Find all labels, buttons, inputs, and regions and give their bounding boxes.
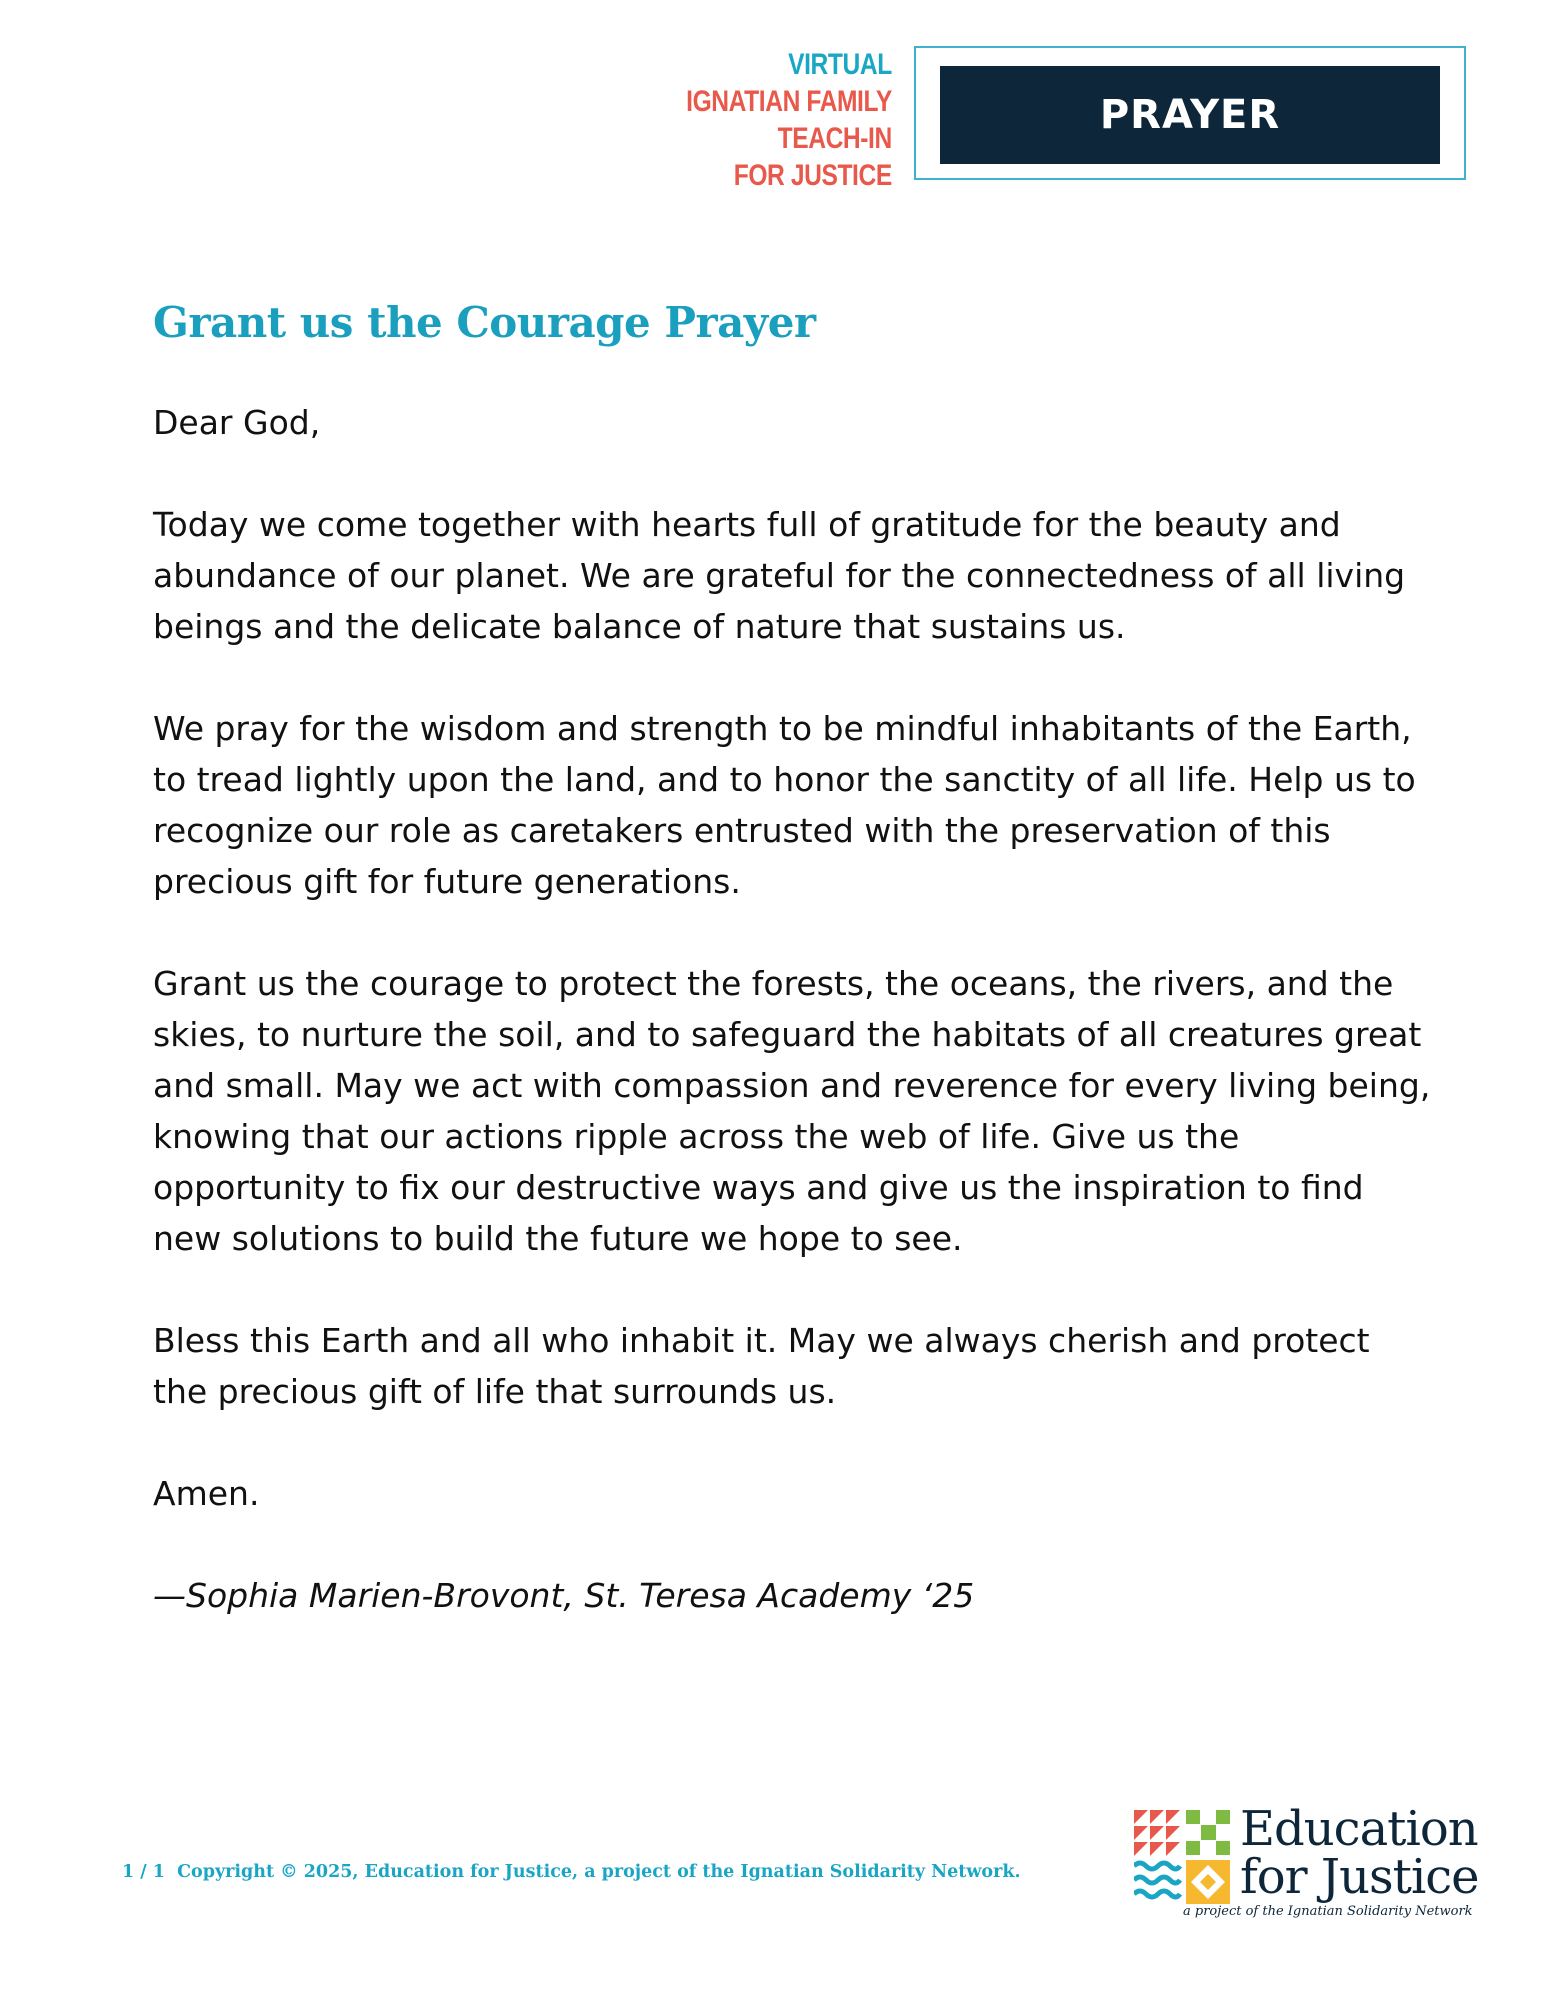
education-for-justice-logo-text — [1240, 1801, 1479, 1905]
page-title: Grant us the Courage Prayer — [153, 298, 816, 347]
education-for-justice-icon — [1134, 1810, 1234, 1906]
footer-copyright — [122, 1862, 1021, 1882]
logo-line: Education — [1240, 1801, 1478, 1857]
prayer-paragraph: Amen. — [153, 1474, 260, 1513]
teach-in-line: VIRTUAL — [788, 48, 892, 81]
prayer-body — [153, 397, 1433, 1672]
category-label: PRAYER — [940, 66, 1440, 164]
prayer-paragraph: Bless this Earth and all who inhabit it. May we always cherish and protect the precious gift of life that surrounds us. — [153, 1321, 1370, 1411]
teach-in-line: TEACH-IN — [777, 122, 892, 155]
attribution: —Sophia Marien-Brovont, St. Teresa Academy ‘25 — [153, 1576, 975, 1615]
page-number: 1 / 1 — [122, 1862, 165, 1882]
category-banner — [914, 46, 1466, 180]
prayer-paragraph: We pray for the wisdom and strength to be mindful inhabitants of the Earth, to tread lightly upon the land, and to honor the sanctity of all life. Help us to recognize our role as caretakers entrusted with the preservation of this precious gift for future generations. — [153, 709, 1416, 901]
prayer-paragraph: Dear God, — [153, 403, 321, 442]
teach-in-logo — [686, 46, 892, 194]
prayer-paragraph: Today we come together with hearts full of gratitude for the beauty and abundance of our planet. We are grateful for the connectedness of all living beings and the delicate balance of nature that sustains us. — [153, 505, 1406, 646]
prayer-paragraph: Grant us the courage to protect the forests, the oceans, the rivers, and the skies, to nurture the soil, and to safeguard the habitats of all creatures great and small. May we act with compassion and reverence for every living being, knowing that our actions ripple across the web of life. Give us the opportunity to fix our destructive ways and give us the inspiration to find new solutions to build the future we hope to see. — [153, 964, 1431, 1258]
copyright-text: Copyright © 2025, Education for Justice, a project of the Ignatian Solidarity Network. — [177, 1862, 1021, 1882]
logo-line: for Justice — [1240, 1849, 1479, 1905]
logo-tagline: a project of the Ignatian Solidarity Network — [1183, 1904, 1473, 1919]
teach-in-line: FOR JUSTICE — [733, 159, 892, 192]
teach-in-line: IGNATIAN FAMILY — [686, 85, 892, 118]
